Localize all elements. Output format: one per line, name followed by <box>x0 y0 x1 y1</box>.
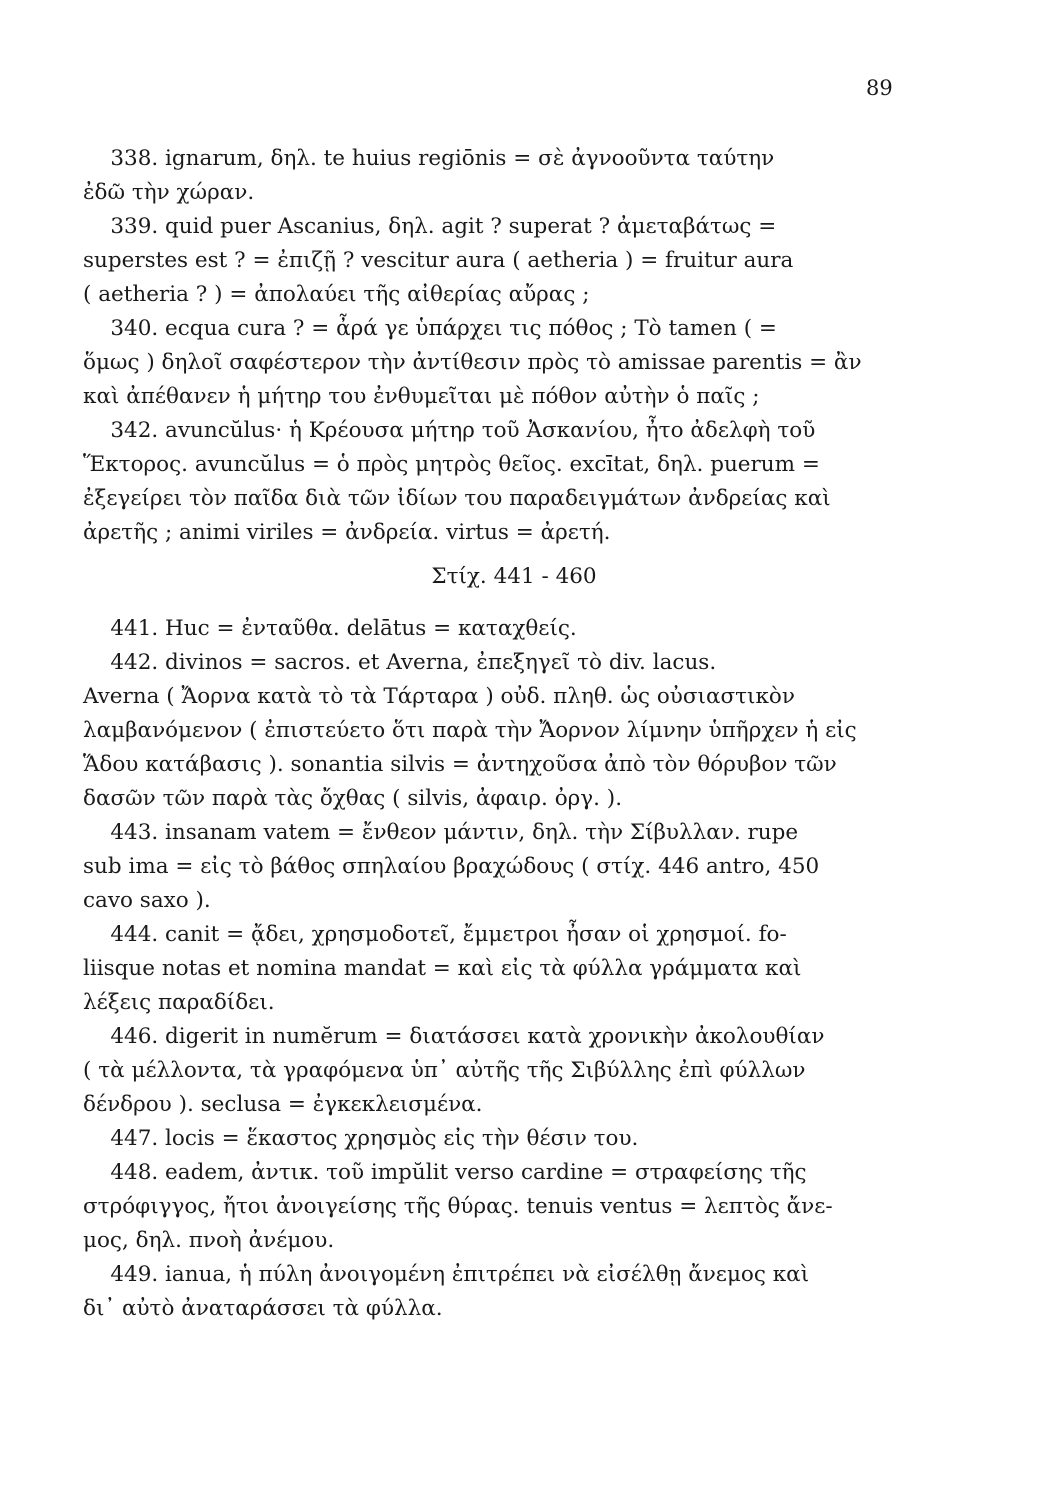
text-line: ( τὰ μέλλοντα, τὰ γραφόμενα ὑπ᾽ αὐτῆς τῆς Σιβύλλης ἐπὶ φύλλων <box>83 1058 806 1083</box>
note-340 <box>83 312 905 414</box>
note-446 <box>83 1020 905 1122</box>
text-line: 443. insanam vatem = ἔνθεον μάντιν, δηλ. τὴν Σίβυλλαν. rupe <box>83 820 799 845</box>
note-342 <box>83 414 905 550</box>
text-line: ἐδῶ τὴν χώραν. <box>83 180 255 205</box>
text-line: Ἕκτορος. avuncŭlus = ὁ πρὸς μητρὸς θεῖος. excītat, δηλ. puerum = <box>83 452 820 477</box>
note-441 <box>83 612 905 646</box>
text-line: ( aetheria ? ) = ἀπολαύει τῆς αἰθερίας αὔρας ; <box>83 282 590 307</box>
text-line: 449. ianua, ἡ πύλη ἀνοιγομένη ἐπιτρέπει νὰ εἰσέλθῃ ἄνεμος καὶ <box>83 1262 810 1287</box>
text-line: Averna ( Ἄορνα κατὰ τὸ τὰ Τάρταρα ) οὐδ. πληθ. ὡς οὐσιαστικὸν <box>83 684 795 709</box>
page-number: 89 <box>866 76 893 100</box>
text-line: ὅμως ) δηλοῖ σαφέστερον τὴν ἀντίθεσιν πρὸς τὸ amissae parentis = ἂν <box>83 350 862 375</box>
text-line: 448. eadem, ἀντικ. τοῦ impŭlit verso cardine = στραφείσης τῆς <box>83 1160 807 1185</box>
text-line: Ἅδου κατάβασις ). sonantia silvis = ἀντηχοῦσα ἀπὸ τὸν θόρυβον τῶν <box>83 752 837 777</box>
notes-section-2 <box>83 612 905 1326</box>
text-line: superstes est ? = ἐπιζῇ ? vescitur aura ( aetheria ) = fruitur aura <box>83 248 794 273</box>
text-line: 339. quid puer Ascanius, δηλ. agit ? superat ? ἀμεταβάτως = <box>83 214 777 239</box>
text-line: 442. divinos = sacros. et Averna, ἐπεξηγεῖ τὸ div. lacus. <box>83 650 717 675</box>
note-339 <box>83 210 905 312</box>
text-line: 446. digerit in numĕrum = διατάσσει κατὰ χρονικὴν ἀκολουθίαν <box>83 1024 825 1049</box>
text-line: ἀρετῆς ; animi viriles = ἀνδρεία. virtus = ἀρετή. <box>83 520 611 545</box>
note-442 <box>83 646 905 816</box>
text-line: δασῶν τῶν παρὰ τὰς ὄχθας ( silvis, ἀφαιρ. ὀργ. ). <box>83 786 623 811</box>
notes-section-1 <box>83 142 905 550</box>
note-449 <box>83 1258 905 1326</box>
text-line: καὶ ἀπέθανεν ἡ μήτηρ του ἐνθυμεῖται μὲ πόθον αὐτὴν ὁ παῖς ; <box>83 384 760 409</box>
note-447 <box>83 1122 905 1156</box>
text-line: 441. Huc = ἐνταῦθα. delātus = καταχθείς. <box>83 616 577 641</box>
text-line: sub ima = εἰς τὸ βάθος σπηλαίου βραχώδους ( στίχ. 446 antro, 450 <box>83 854 820 879</box>
text-line: δένδρου ). seclusa = ἐγκεκλεισμένα. <box>83 1092 483 1117</box>
text-line: 447. locis = ἕκαστος χρησμὸς εἰς τὴν θέσιν του. <box>83 1126 639 1151</box>
note-448 <box>83 1156 905 1258</box>
note-338 <box>83 142 905 210</box>
text-line: liisque notas et nomina mandat = καὶ εἰς τὰ φύλλα γράμματα καὶ <box>83 956 802 981</box>
text-line: λέξεις παραδίδει. <box>83 990 275 1015</box>
document-body <box>83 142 905 1326</box>
text-line: στρόφιγγος, ἤτοι ἀνοιγείσης τῆς θύρας. tenuis ventus = λεπτὸς ἄνε- <box>83 1194 833 1219</box>
note-444 <box>83 918 905 1020</box>
text-line: δι᾽ αὐτὸ ἀναταράσσει τὰ φύλλα. <box>83 1296 443 1321</box>
text-line: 342. avuncŭlus· ἡ Κρέουσα μήτηρ τοῦ Ἀσκανίου, ἦτο ἀδελφὴ τοῦ <box>83 418 816 443</box>
text-line: ἐξεγείρει τὸν παῖδα διὰ τῶν ἰδίων του παραδειγμάτων ἀνδρείας καὶ <box>83 486 831 511</box>
text-line: 444. canit = ᾄδει, χρησμοδοτεῖ, ἔμμετροι ἦσαν οἱ χρησμοί. fo- <box>83 922 787 947</box>
text-line: 338. ignarum, δηλ. te huius regiōnis = σὲ ἀγνοοῦντα ταύτην <box>83 146 775 171</box>
section-heading: Στίχ. 441 - 460 <box>431 564 597 589</box>
text-line: λαμβανόμενον ( ἐπιστεύετο ὅτι παρὰ τὴν Ἄορνον λίμνην ὑπῆρχεν ἡ εἰς <box>83 718 857 743</box>
note-443 <box>83 816 905 918</box>
text-line: 340. ecqua cura ? = ἆρά γε ὑπάρχει τις πόθος ; Τὸ tamen ( = <box>83 316 777 341</box>
text-line: cavo saxo ). <box>83 888 211 913</box>
text-line: μος, δηλ. πνοὴ ἀνέμου. <box>83 1228 335 1253</box>
